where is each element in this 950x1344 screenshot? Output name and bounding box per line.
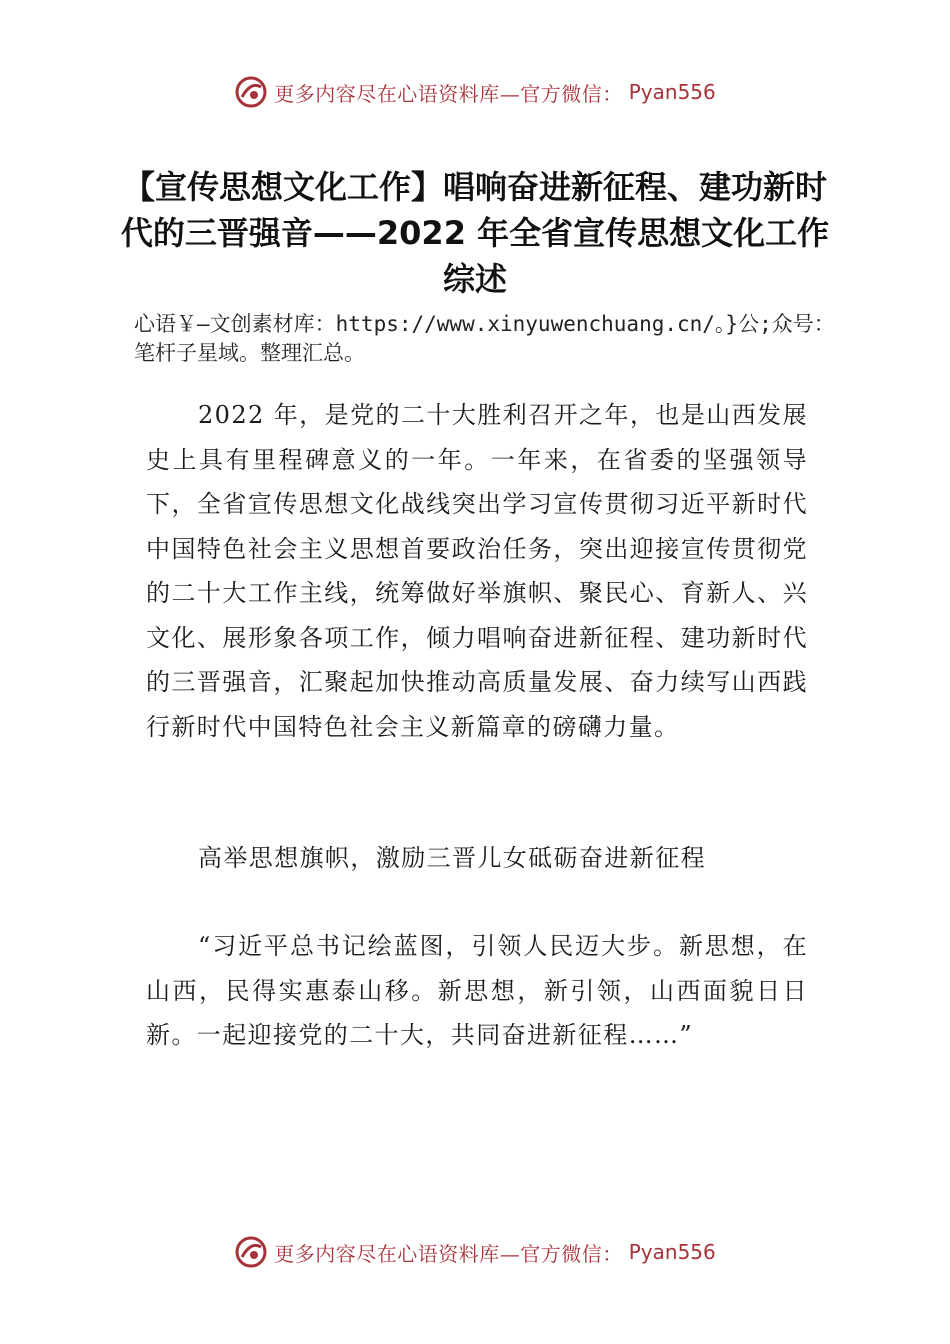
intro-paragraph: 2022 年，是党的二十大胜利召开之年，也是山西发展史上具有里程碑意义的一年。一年来，在省委的坚强领导下，全省宣传思想文化战线突出学习宣传贯彻习近平新时代中国特色社会主义思想首要政治任务，突出迎接宣传贯彻党的二十大工作主线，统筹做好举旗帜、聚民心、育新人、兴文化、展形象各项工作，倾力唱响奋进新征程、建功新时代的三晋强音，汇聚起加快推动高质量发展、奋力续写山西践行新时代中国特色社会主义新篇章的磅礴力量。	[146, 401, 808, 741]
watermark-wechat-id: Pyan556	[628, 80, 716, 104]
document-title: 【宣传思想文化工作】唱响奋进新征程、建功新时代的三晋强音——2022 年全省宣传思想文化工作综述	[120, 168, 830, 298]
watermark-wechat-id: Pyan556	[628, 1240, 716, 1264]
section-heading: 高举思想旗帜，激励三晋儿女砥砺奋进新征程	[198, 844, 706, 872]
watermark-text: 更多内容尽在心语资料库—官方微信：	[274, 1241, 623, 1266]
quote-paragraph: “习近平总书记绘蓝图，引领人民迈大步。新思想，在山西，民得实惠泰山移。新思想，新引领，山西面貌日日新。一起迎接党的二十大，共同奋进新征程……”	[146, 932, 808, 1049]
brand-logo-icon	[234, 75, 268, 109]
watermark-text: 更多内容尽在心语资料库—官方微信：	[274, 81, 623, 106]
footer-watermark	[0, 1232, 950, 1272]
brand-logo-icon	[234, 1235, 268, 1269]
source-line: 心语￥—文创素材库：https://www.xinyuwenchuang.cn/。}公;众号：笔杆子星域。整理汇总。	[134, 312, 835, 365]
header-watermark	[0, 72, 950, 112]
